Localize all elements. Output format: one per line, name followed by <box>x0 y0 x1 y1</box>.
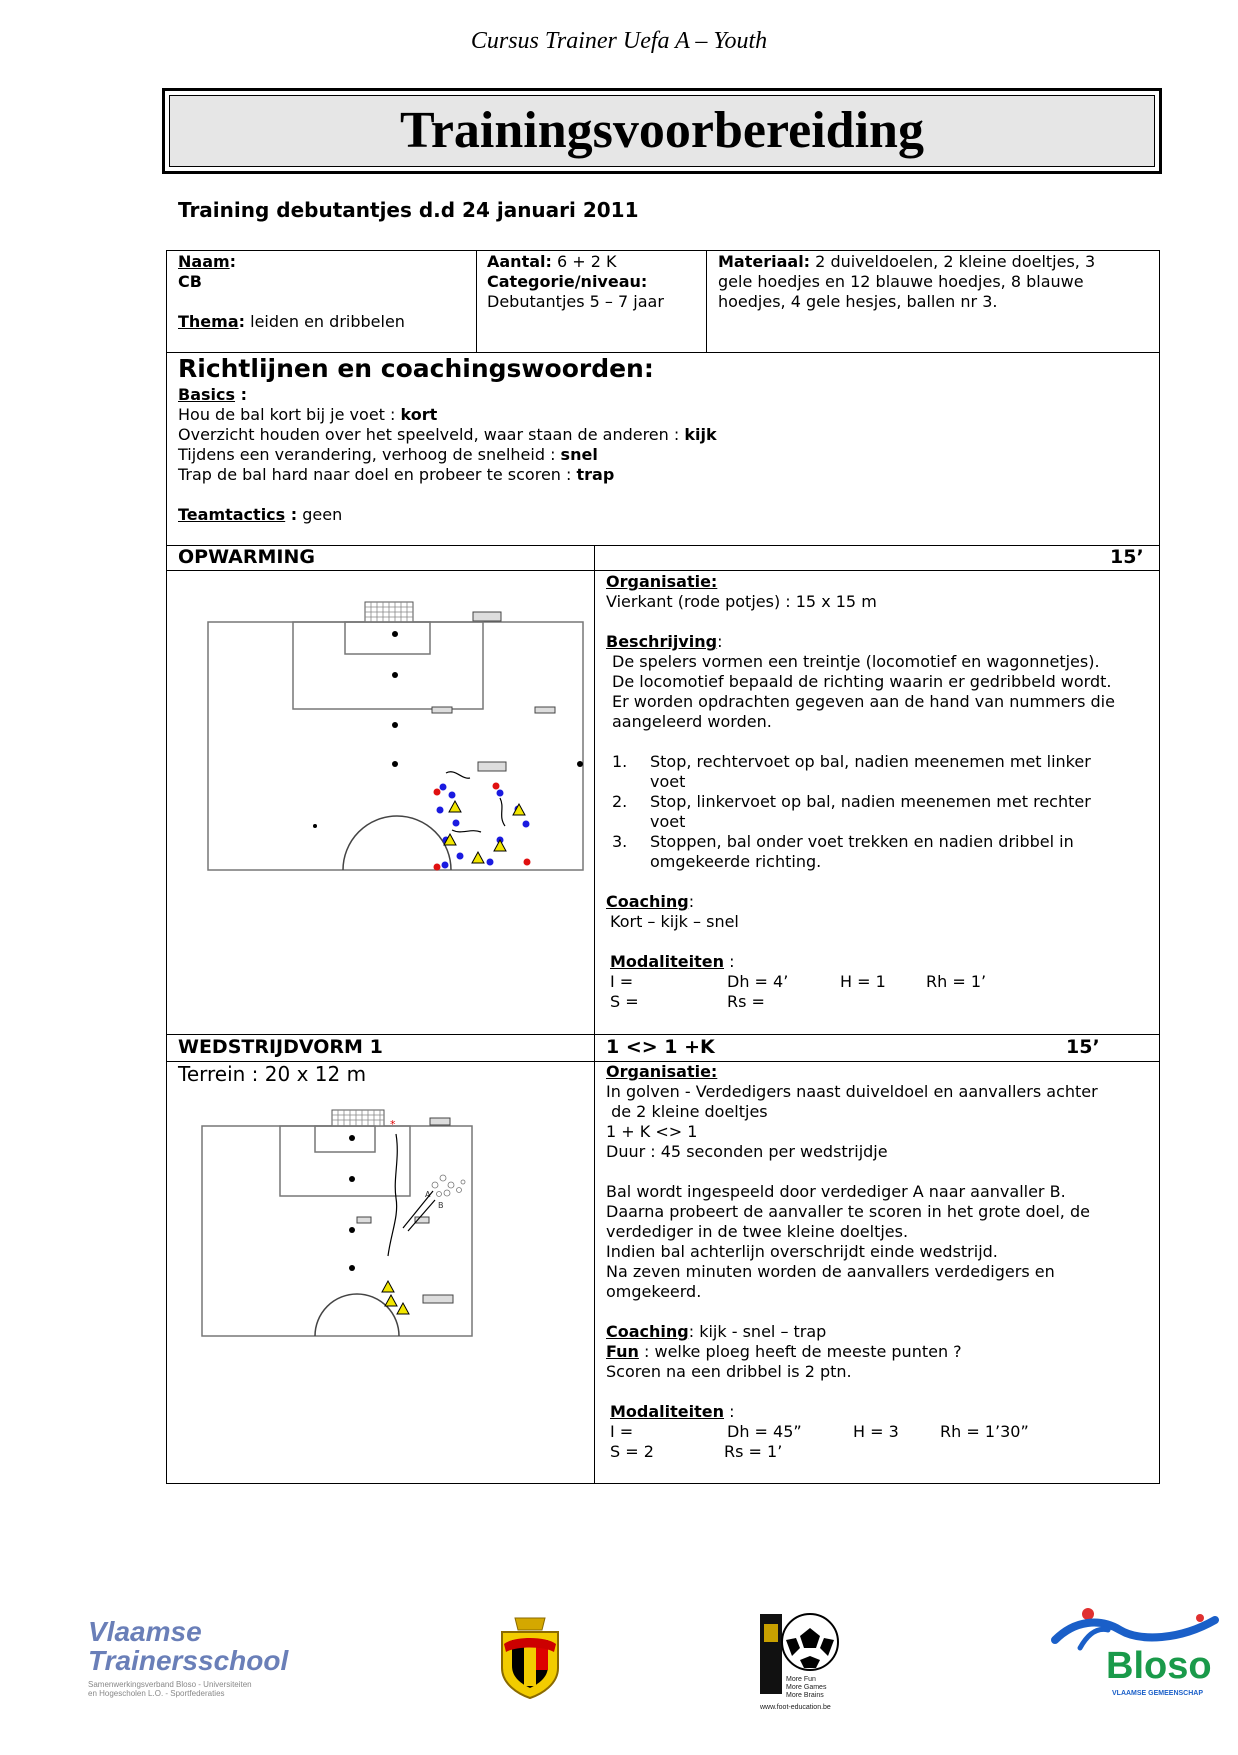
step-number: 1. <box>612 752 628 771</box>
organisatie-line: In golven - Verdedigers naast duiveldoel en aanvallers achter <box>606 1082 1098 1101</box>
materiaal-line: gele hoedjes en 12 blauwe hoedjes, 8 blauwe <box>718 272 1084 291</box>
mod-i: I = <box>610 972 634 991</box>
wedstrijdvorm-organisatie-label: Organisatie: <box>606 1062 718 1081</box>
mod-dh: Dh = 45” <box>727 1422 802 1441</box>
wedstrijdvorm-scoren: Scoren na een dribbel is 2 ptn. <box>606 1362 852 1381</box>
wedstrijdvorm-modaliteiten-label: Modaliteiten : <box>610 1402 735 1421</box>
svg-text:*: * <box>390 1118 396 1131</box>
mod-rs: Rs = <box>727 992 765 1011</box>
mod-rh: Rh = 1’30” <box>940 1422 1029 1441</box>
thema-field: Thema: leiden en dribbelen <box>178 312 405 331</box>
mod-h: H = 1 <box>840 972 886 991</box>
step-line: Stop, rechtervoet op bal, nadien meenemen met linker <box>650 752 1091 771</box>
step-line: voet <box>650 772 686 791</box>
organisatie-line: de 2 kleine doeltjes <box>606 1102 768 1121</box>
opwarming-coaching: Kort – kijk – snel <box>610 912 739 931</box>
opwarming-field-diagram <box>200 590 595 880</box>
richtlijnen-title: Richtlijnen en coachingswoorden: <box>178 354 654 383</box>
categorie-label: Categorie/niveau: <box>487 272 648 291</box>
description-line: omgekeerd. <box>606 1282 702 1301</box>
teamtactics-field: Teamtactics : geen <box>178 505 343 524</box>
description-line: Indien bal achterlijn overschrijdt einde wedstrijd. <box>606 1242 998 1261</box>
mod-rs: Rs = 1’ <box>724 1442 783 1461</box>
mod-dh: Dh = 4’ <box>727 972 789 991</box>
naam-value: CB <box>178 272 202 291</box>
wedstrijdvorm-title: WEDSTRIJDVORM 1 <box>178 1036 383 1058</box>
vlaamse-trainersschool-logo: Vlaamse Trainersschool Samenwerkingsverband Bloso - Universiteiten en Hogescholen L.O. - Sportfederaties <box>88 1616 289 1698</box>
course-header: Cursus Trainer Uefa A – Youth <box>470 28 768 54</box>
foot-education-tagline: More Fun More Games More Brains <box>786 1676 827 1699</box>
mod-h: H = 3 <box>853 1422 899 1441</box>
opwarming-duration: 15’ <box>1110 546 1144 568</box>
description-line: Daarna probeert de aanvaller te scoren in het grote doel, de <box>606 1202 1090 1221</box>
naam-field: Naam: <box>178 252 237 271</box>
bloso-subtitle: VLAAMSE GEMEENSCHAP <box>1112 1690 1204 1697</box>
materiaal-line: hoedjes, 4 gele hesjes, ballen nr 3. <box>718 292 998 311</box>
opwarming-organisatie-label: Organisatie: <box>606 572 718 591</box>
basics-item: Hou de bal kort bij je voet : kort <box>178 405 438 424</box>
bloso-name: Bloso <box>1106 1645 1212 1687</box>
organisatie-line: 1 + K <> 1 <box>606 1122 698 1141</box>
wedstrijdvorm-duration: 15’ <box>1066 1036 1100 1058</box>
mod-s: S = 2 <box>610 1442 654 1461</box>
mod-i: I = <box>610 1422 634 1441</box>
terrein-label: Terrein : 20 x 12 m <box>178 1062 367 1086</box>
beschrijving-line: aangeleerd worden. <box>612 712 772 731</box>
mod-rh: Rh = 1’ <box>926 972 987 991</box>
foot-education-url: www.foot-education.be <box>760 1704 831 1711</box>
description-line: Na zeven minuten worden de aanvallers verdedigers en <box>606 1262 1055 1281</box>
svg-text:B: B <box>438 1201 444 1210</box>
basics-item: Trap de bal hard naar doel en probeer te scoren : trap <box>178 465 615 484</box>
step-line: omgekeerde richting. <box>650 852 822 871</box>
wedstrijdvorm-coaching: Coaching: kijk - snel – trap <box>606 1322 827 1341</box>
basics-item: Overzicht houden over het speelveld, waar staan de anderen : kijk <box>178 425 717 444</box>
belgian-football-crest-icon <box>490 1608 570 1700</box>
wedstrijdvorm-fun: Fun : welke ploeg heeft de meeste punten ? <box>606 1342 962 1361</box>
description-line: Bal wordt ingespeeld door verdediger A naar aanvaller B. <box>606 1182 1066 1201</box>
beschrijving-line: De spelers vormen een treintje (locomotief en wagonnetjes). <box>612 652 1100 671</box>
title-box <box>162 88 1162 174</box>
step-line: Stop, linkervoet op bal, nadien meenemen met rechter <box>650 792 1091 811</box>
opwarming-title: OPWARMING <box>178 546 315 568</box>
opwarming-coaching-label: Coaching: <box>606 892 695 911</box>
basics-label: Basics : <box>178 385 247 404</box>
page-title: Trainingsvoorbereiding <box>169 95 1155 167</box>
beschrijving-line: De locomotief bepaald de richting waarin er gedribbeld wordt. <box>612 672 1112 691</box>
opwarming-beschrijving-label: Beschrijving: <box>606 632 723 651</box>
beschrijving-line: Er worden opdrachten gegeven aan de hand van nummers die <box>612 692 1115 711</box>
description-line: verdediger in de twee kleine doeltjes. <box>606 1222 909 1241</box>
materiaal-field: Materiaal: 2 duiveldoelen, 2 kleine doeltjes, 3 <box>718 252 1096 271</box>
svg-text:A: A <box>425 1190 431 1199</box>
step-number: 3. <box>612 832 628 851</box>
mod-s: S = <box>610 992 639 1011</box>
step-number: 2. <box>612 792 628 811</box>
opwarming-organisatie: Vierkant (rode potjes) : 15 x 15 m <box>606 592 877 611</box>
step-line: Stoppen, bal onder voet trekken en nadien dribbel in <box>650 832 1074 851</box>
wedstrijdvorm-format: 1 <> 1 +K <box>606 1036 715 1058</box>
categorie-value: Debutantjes 5 – 7 jaar <box>487 292 664 311</box>
wedstrijdvorm-field-diagram <box>195 1098 525 1343</box>
step-line: voet <box>650 812 686 831</box>
training-line: Training debutantjes d.d 24 januari 2011 <box>178 198 639 222</box>
organisatie-line: Duur : 45 seconden per wedstrijdje <box>606 1142 888 1161</box>
aantal-field: Aantal: 6 + 2 K <box>487 252 617 271</box>
opwarming-modaliteiten-label: Modaliteiten : <box>610 952 735 971</box>
basics-item: Tijdens een verandering, verhoog de snelheid : snel <box>178 445 598 464</box>
